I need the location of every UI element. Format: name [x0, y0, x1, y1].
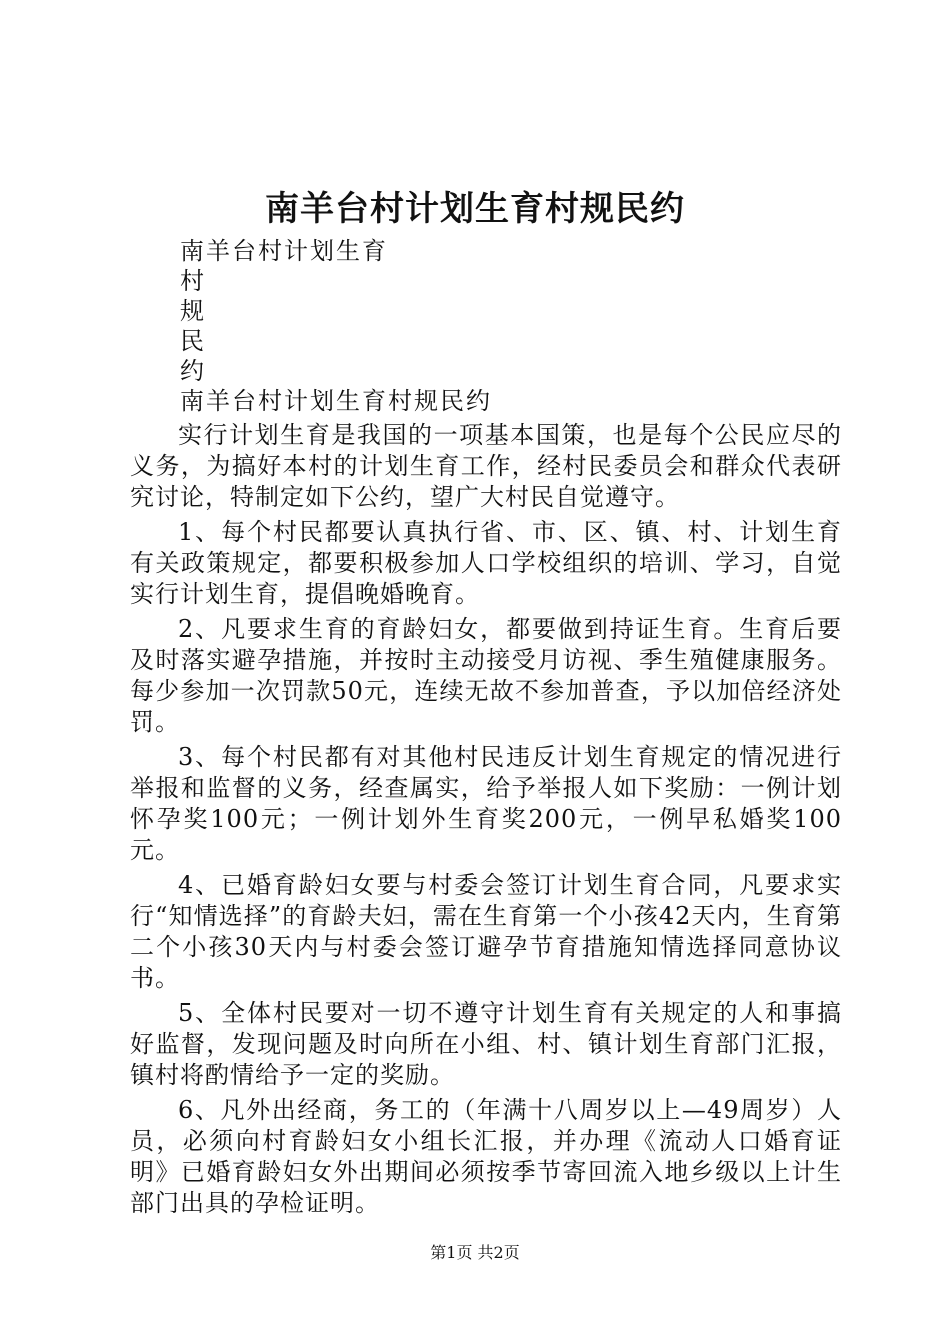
rule-paragraph-2: 2、凡要求生育的育龄妇女，都要做到持证生育。生育后要及时落实避孕措施，并按时主动接受月访视、季生殖健康服务。每少参加一次罚款50元，连续无故不参加普查，予以加倍经济处罚。	[130, 615, 842, 736]
subtitle-line: 规	[180, 297, 206, 325]
subtitle-line: 南羊台村计划生育	[180, 237, 388, 265]
subtitle-block	[180, 236, 492, 416]
subtitle-line: 约	[180, 357, 206, 385]
rule-paragraph-5: 5、全体村民要对一切不遵守计划生育有关规定的人和事搞好监督，发现问题及时向所在小组、村、镇计划生育部门汇报，镇村将酌情给予一定的奖励。	[130, 999, 842, 1089]
subtitle-line: 民	[180, 327, 206, 355]
document-body	[130, 420, 842, 1223]
rule-paragraph-6: 6、凡外出经商，务工的（年满十八周岁以上—49周岁）人员，必须向村育龄妇女小组长汇报，并办理《流动人口婚育证明》已婚育龄妇女外出期间必须按季节寄回流入地乡级以上计生部门出具的孕检证明。	[130, 1096, 842, 1217]
subtitle-line: 南羊台村计划生育村规民约	[180, 387, 492, 415]
page-footer: 第1页 共2页	[430, 1243, 520, 1262]
rule-paragraph-4: 4、已婚育龄妇女要与村委会签订计划生育合同，凡要求实行“知情选择”的育龄夫妇，需在生育第一个小孩42天内，生育第二个小孩30天内与村委会签订避孕节育措施知情选择同意协议书。	[130, 871, 842, 992]
rule-paragraph-1: 1、每个村民都要认真执行省、市、区、镇、村、计划生育有关政策规定，都要积极参加人口学校组织的培训、学习，自觉实行计划生育，提倡晚婚晚育。	[130, 518, 842, 608]
document-title: 南羊台村计划生育村规民约	[265, 189, 685, 229]
rule-paragraph-3: 3、每个村民都有对其他村民违反计划生育规定的情况进行举报和监督的义务，经查属实，给予举报人如下奖励：一例计划怀孕奖100元；一例计划外生育奖200元，一例早私婚奖100元。	[130, 743, 842, 864]
intro-paragraph: 实行计划生育是我国的一项基本国策，也是每个公民应尽的义务，为搞好本村的计划生育工作，经村民委员会和群众代表研究讨论，特制定如下公约，望广大村民自觉遵守。	[130, 421, 842, 511]
subtitle-line: 村	[180, 267, 206, 295]
